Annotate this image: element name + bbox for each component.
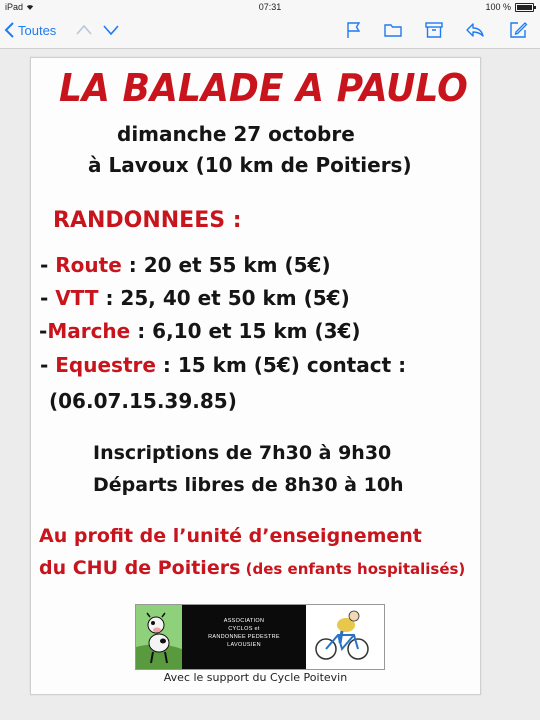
battery-status	[485, 2, 534, 12]
logo-text-line-2: CYCLOS et	[228, 626, 260, 632]
mail-toolbar	[0, 14, 540, 49]
previous-message-button[interactable]	[76, 23, 92, 41]
poster-date: dimanche 27 octobre	[117, 122, 355, 146]
clock: 07:31	[258, 2, 282, 12]
beneficiary-line-2: du CHU de Poitiers (des enfants hospitalisés)	[39, 557, 466, 579]
chevron-up-icon	[76, 24, 92, 36]
departs-hours: Départs libres de 8h30 à 10h	[93, 474, 404, 496]
cyclist-image	[306, 605, 384, 669]
logo-text-line-3: RANDONNEE PEDESTRE	[208, 634, 280, 640]
route-label: Route	[55, 253, 122, 277]
vtt-label: VTT	[55, 286, 99, 310]
poster-attachment[interactable]	[30, 57, 481, 695]
battery-icon	[515, 3, 534, 12]
randonnees-heading: RANDONNEES :	[53, 208, 242, 233]
poster-title: LA BALADE A PAULO	[59, 66, 468, 110]
device-label: iPad	[5, 2, 34, 12]
folder-icon	[383, 20, 403, 40]
equestre-label: Equestre	[55, 353, 156, 377]
archive-button[interactable]	[424, 20, 444, 45]
equestre-line: - Equestre : 15 km (5€) contact :	[40, 353, 407, 377]
beneficiary-line-1: Au profit de l’unité d’enseignement	[39, 525, 422, 547]
logo-text-line-4: LAVOUSIEN	[227, 642, 261, 648]
marche-label: Marche	[47, 319, 131, 343]
next-message-button[interactable]	[103, 23, 119, 41]
association-logo	[135, 604, 385, 670]
archive-box-icon	[424, 20, 444, 40]
reply-icon	[465, 20, 485, 40]
inscriptions-hours: Inscriptions de 7h30 à 9h30	[93, 442, 392, 464]
flag-icon	[344, 20, 364, 40]
route-line: - Route : 20 et 55 km (5€)	[40, 253, 331, 277]
logo-text-line-1: ASSOCIATION	[223, 618, 265, 624]
association-name-panel	[182, 605, 306, 669]
sponsor-credit: Avec le support du Cycle Poitevin	[163, 671, 348, 684]
reply-button[interactable]	[465, 20, 485, 45]
compose-icon	[508, 20, 528, 40]
contact-phone: (06.07.15.39.85)	[49, 389, 237, 413]
cow-mascot-image	[136, 605, 182, 669]
marche-line: -Marche : 6,10 et 15 km (3€)	[39, 319, 361, 343]
battery-percent: 100 %	[485, 2, 511, 12]
poster-place: à Lavoux (10 km de Poitiers)	[88, 153, 412, 177]
back-button-label: Toutes	[18, 22, 57, 38]
flag-button[interactable]	[344, 20, 364, 45]
back-button[interactable]	[4, 22, 56, 38]
status-bar	[0, 0, 540, 14]
chevron-left-icon	[4, 22, 16, 38]
compose-button[interactable]	[508, 20, 528, 45]
move-folder-button[interactable]	[383, 20, 403, 45]
vtt-line: - VTT : 25, 40 et 50 km (5€)	[40, 286, 350, 310]
chevron-down-icon	[103, 24, 119, 36]
